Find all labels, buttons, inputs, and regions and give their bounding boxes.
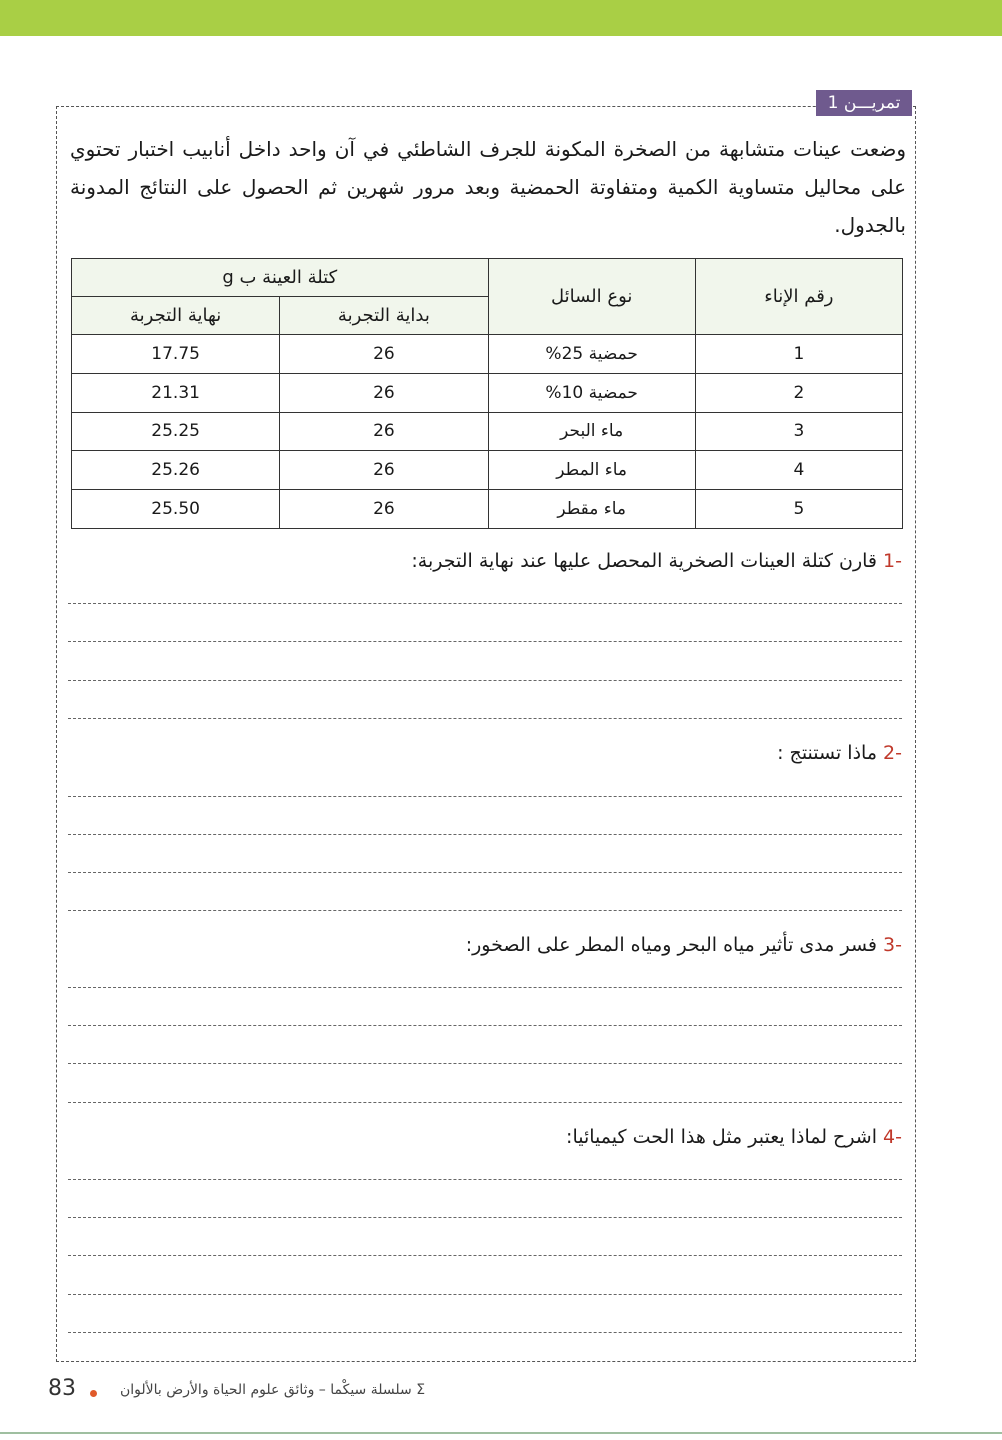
answer-line[interactable] bbox=[68, 796, 902, 797]
answer-line[interactable] bbox=[68, 1294, 902, 1295]
cell-vessel: 1 bbox=[695, 335, 902, 374]
cell-liquid: ماء مقطر bbox=[488, 490, 695, 529]
cell-end: 25.25 bbox=[72, 412, 280, 451]
question-number: -3 bbox=[883, 934, 902, 956]
answer-line[interactable] bbox=[68, 1217, 902, 1218]
question-4 bbox=[70, 1123, 902, 1151]
cell-start: 26 bbox=[280, 490, 488, 529]
question-text: اشرح لماذا يعتبر مثل هذا الحت كيميائيا: bbox=[566, 1126, 877, 1148]
cell-end: 25.26 bbox=[72, 451, 280, 490]
cell-vessel: 3 bbox=[695, 412, 902, 451]
page-number: 83 bbox=[48, 1376, 76, 1401]
cell-liquid: ماء المطر bbox=[488, 451, 695, 490]
answer-line[interactable] bbox=[68, 1255, 902, 1256]
cell-start: 26 bbox=[280, 412, 488, 451]
header-end: نهاية التجربة bbox=[72, 297, 280, 335]
answer-line[interactable] bbox=[68, 987, 902, 988]
cell-start: 26 bbox=[280, 373, 488, 412]
table-row bbox=[72, 335, 903, 374]
intro-paragraph: وضعت عينات متشابهة من الصخرة المكونة للجرف الشاطئي في آن واحد داخل أنابيب اختبار تحتوي على محاليل متساوية الكمية ومتفاوتة الحمضية وبعد مرور شهرين ثم الحصول على النتائج المدونة بالجدول. bbox=[70, 137, 906, 237]
question-number: -4 bbox=[883, 1126, 902, 1148]
cell-start: 26 bbox=[280, 451, 488, 490]
cell-end: 21.31 bbox=[72, 373, 280, 412]
answer-line[interactable] bbox=[68, 603, 902, 604]
answer-line[interactable] bbox=[68, 1102, 902, 1103]
answer-line[interactable] bbox=[68, 1179, 902, 1180]
table-row bbox=[72, 490, 903, 529]
answer-line[interactable] bbox=[68, 1063, 902, 1064]
cell-vessel: 4 bbox=[695, 451, 902, 490]
exercise-label: تمريـــن 1 bbox=[816, 90, 912, 116]
results-table bbox=[71, 258, 903, 529]
cell-vessel: 2 bbox=[695, 373, 902, 412]
question-number: -2 bbox=[883, 742, 902, 764]
table-row bbox=[72, 373, 903, 412]
question-text: ماذا تستنتج : bbox=[777, 742, 877, 764]
series-title: Σ سلسلة سيكْما – وثائق علوم الحياة والأرض بالألوان bbox=[120, 1382, 426, 1398]
question-1 bbox=[70, 547, 902, 575]
cell-liquid: حمضية 25% bbox=[488, 335, 695, 374]
header-mass: كتلة العينة ب g bbox=[72, 259, 489, 297]
answer-line[interactable] bbox=[68, 1025, 902, 1026]
table-row bbox=[72, 451, 903, 490]
table-row bbox=[72, 412, 903, 451]
header-vessel: رقم الإناء bbox=[695, 259, 902, 335]
answer-line[interactable] bbox=[68, 872, 902, 873]
question-text: قارن كتلة العينات الصخرية المحصل عليها عند نهاية التجربة: bbox=[411, 550, 877, 572]
bullet-dot-icon bbox=[90, 1390, 97, 1397]
bottom-rule bbox=[0, 1432, 1002, 1434]
cell-end: 17.75 bbox=[72, 335, 280, 374]
answer-line[interactable] bbox=[68, 910, 902, 911]
question-2 bbox=[70, 739, 902, 767]
answer-line[interactable] bbox=[68, 680, 902, 681]
header-start: بداية التجربة bbox=[280, 297, 488, 335]
answer-line[interactable] bbox=[68, 834, 902, 835]
question-3 bbox=[70, 931, 902, 959]
answer-line[interactable] bbox=[68, 1332, 902, 1333]
top-color-band bbox=[0, 0, 1002, 36]
question-text: فسر مدى تأثير مياه البحر ومياه المطر على الصخور: bbox=[465, 934, 877, 956]
cell-vessel: 5 bbox=[695, 490, 902, 529]
question-number: -1 bbox=[883, 550, 902, 572]
cell-end: 25.50 bbox=[72, 490, 280, 529]
cell-start: 26 bbox=[280, 335, 488, 374]
cell-liquid: ماء البحر bbox=[488, 412, 695, 451]
answer-line[interactable] bbox=[68, 641, 902, 642]
cell-liquid: حمضية 10% bbox=[488, 373, 695, 412]
header-liquid: نوع السائل bbox=[488, 259, 695, 335]
answer-line[interactable] bbox=[68, 718, 902, 719]
